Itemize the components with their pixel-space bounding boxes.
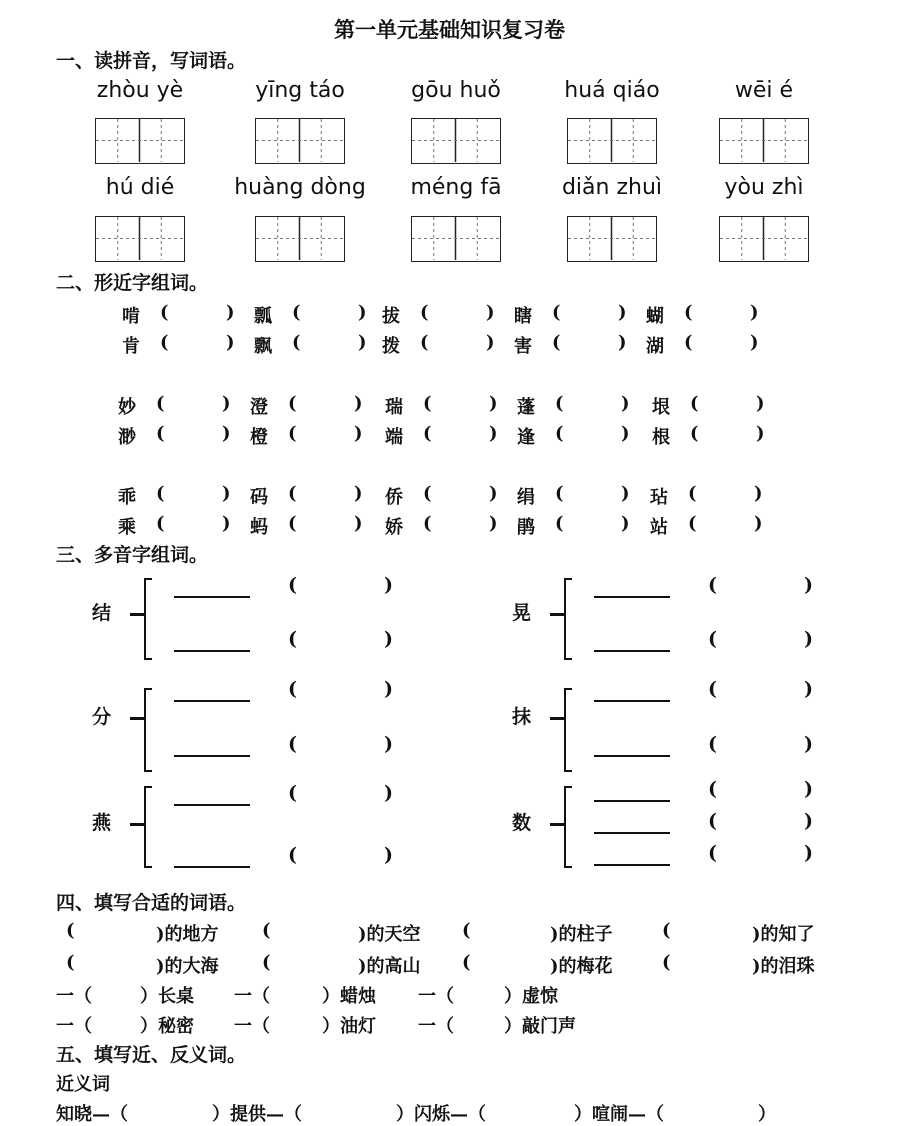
paren-open: (: [288, 844, 297, 866]
fill-text: 一（: [234, 986, 270, 1007]
paren-open: (: [555, 423, 564, 444]
paren-close: ): [384, 574, 393, 596]
pinyin-label: yòu zhì: [724, 175, 804, 200]
pinyin-label: wēi é: [734, 78, 794, 103]
page-title: 第一单元基础知识复习卷: [334, 17, 565, 42]
fill-text: 一（: [418, 1016, 454, 1037]
paren-close: ): [222, 513, 231, 534]
bracket: [564, 578, 572, 660]
synonym-text: ）喧闹—（: [574, 1104, 664, 1125]
bracket: [564, 786, 572, 868]
similar-char: 站: [650, 517, 668, 538]
writing-grid[interactable]: [567, 118, 657, 164]
paren-open: (: [160, 302, 169, 323]
similar-char: 瞎: [514, 306, 532, 327]
paren-open: (: [156, 393, 165, 414]
writing-grid[interactable]: [411, 118, 501, 164]
paren-open: (: [555, 483, 564, 504]
bracket-stem: [130, 717, 144, 720]
similar-char: 娇: [385, 517, 403, 538]
fill-text: (: [66, 920, 75, 941]
paren-close: ): [354, 423, 363, 444]
similar-char: 瑞: [385, 397, 403, 418]
bracket-stem: [550, 717, 564, 720]
pinyin-label: huá qiáo: [564, 78, 660, 103]
fill-text: (: [66, 952, 75, 973]
similar-char: 乘: [118, 517, 136, 538]
answer-line[interactable]: [174, 804, 250, 806]
paren-close: ): [486, 332, 495, 353]
fill-text: ）虚惊: [504, 986, 558, 1007]
paren-close: ): [621, 483, 630, 504]
paren-close: ): [384, 782, 393, 804]
polyphone-char: 数: [512, 812, 532, 834]
bracket-stem: [550, 823, 564, 826]
similar-char: 蚂: [250, 517, 268, 538]
paren-open: (: [156, 513, 165, 534]
paren-open: (: [423, 393, 432, 414]
paren-close: ): [754, 513, 763, 534]
similar-char: 啃: [122, 306, 140, 327]
section3-heading: 三、多音字组词。: [56, 544, 209, 566]
fill-text: 一（: [234, 1016, 270, 1037]
answer-line[interactable]: [174, 700, 250, 702]
paren-open: (: [288, 393, 297, 414]
paren-close: ): [222, 483, 231, 504]
paren-close: ): [384, 678, 393, 700]
paren-open: (: [708, 628, 717, 650]
paren-open: (: [708, 778, 717, 800]
answer-line[interactable]: [594, 800, 670, 802]
similar-char: 害: [514, 336, 532, 357]
synonym-text: 知晓—（: [56, 1104, 128, 1125]
similar-char: 根: [652, 427, 670, 448]
paren-close: ): [618, 302, 627, 323]
pinyin-label: huàng dòng: [234, 175, 366, 200]
bracket-stem: [550, 613, 564, 616]
paren-close: ): [489, 423, 498, 444]
paren-close: ): [804, 628, 813, 650]
paren-close: ): [754, 483, 763, 504]
fill-text: (: [662, 920, 671, 941]
fill-text: (: [462, 920, 471, 941]
synonym-text: ）闪烁—（: [396, 1104, 486, 1125]
paren-close: ): [621, 423, 630, 444]
paren-open: (: [684, 332, 693, 353]
paren-open: (: [684, 302, 693, 323]
paren-open: (: [423, 513, 432, 534]
paren-close: ): [486, 302, 495, 323]
synonym-label: 近义词: [56, 1074, 110, 1095]
paren-close: ): [804, 810, 813, 832]
similar-char: 侨: [385, 487, 403, 508]
similar-char: 橙: [250, 427, 268, 448]
paren-close: ): [489, 513, 498, 534]
similar-char: 湖: [646, 336, 664, 357]
similar-char: 蓬: [517, 397, 535, 418]
paren-close: ): [222, 423, 231, 444]
synonym-text: ）提供—（: [212, 1104, 302, 1125]
paren-open: (: [160, 332, 169, 353]
paren-open: (: [708, 810, 717, 832]
fill-text: )的柱子: [550, 924, 613, 945]
paren-close: ): [226, 332, 235, 353]
paren-open: (: [288, 423, 297, 444]
fill-text: ）油灯: [322, 1016, 376, 1037]
similar-char: 蝴: [646, 306, 664, 327]
pinyin-label: gōu huǒ: [411, 78, 501, 103]
fill-text: (: [462, 952, 471, 973]
paren-close: ): [621, 513, 630, 534]
answer-line[interactable]: [594, 650, 670, 652]
fill-text: )的天空: [358, 924, 421, 945]
similar-char: 澄: [250, 397, 268, 418]
pinyin-label: zhòu yè: [96, 78, 184, 103]
writing-grid[interactable]: [719, 118, 809, 164]
answer-line[interactable]: [174, 596, 250, 598]
writing-grid[interactable]: [719, 216, 809, 262]
polyphone-char: 结: [92, 602, 112, 624]
paren-open: (: [423, 483, 432, 504]
similar-char: 瓢: [254, 306, 272, 327]
similar-char: 渺: [118, 427, 136, 448]
bracket-stem: [130, 823, 144, 826]
paren-open: (: [288, 733, 297, 755]
similar-char: 绢: [517, 487, 535, 508]
paren-close: ): [354, 393, 363, 414]
section1-heading: 一、读拼音，写词语。: [56, 50, 247, 72]
section5-heading: 五、填写近、反义词。: [56, 1044, 247, 1066]
fill-text: ）秘密: [140, 1016, 194, 1037]
paren-open: (: [423, 423, 432, 444]
pinyin-label: diǎn zhuì: [561, 175, 663, 200]
writing-grid[interactable]: [95, 118, 185, 164]
paren-open: (: [420, 302, 429, 323]
paren-close: ): [618, 332, 627, 353]
fill-text: ）长桌: [140, 986, 194, 1007]
writing-grid[interactable]: [567, 216, 657, 262]
paren-open: (: [292, 332, 301, 353]
paren-open: (: [708, 733, 717, 755]
fill-text: 一（: [418, 986, 454, 1007]
fill-text: (: [262, 920, 271, 941]
answer-line[interactable]: [594, 832, 670, 834]
paren-open: (: [288, 628, 297, 650]
bracket-stem: [130, 613, 144, 616]
similar-char: 逢: [517, 427, 535, 448]
writing-grid[interactable]: [95, 216, 185, 262]
similar-char: 垠: [652, 397, 670, 418]
paren-open: (: [690, 393, 699, 414]
paren-close: ): [756, 423, 765, 444]
similar-char: 乖: [118, 487, 136, 508]
paren-close: ): [222, 393, 231, 414]
answer-line[interactable]: [594, 755, 670, 757]
bracket: [144, 578, 152, 660]
polyphone-char: 燕: [92, 812, 112, 834]
paren-open: (: [555, 513, 564, 534]
paren-close: ): [384, 844, 393, 866]
paren-open: (: [288, 483, 297, 504]
fill-text: ）敲门声: [504, 1016, 576, 1037]
similar-char: 拔: [382, 306, 400, 327]
fill-text: )的大海: [156, 956, 219, 977]
answer-line[interactable]: [594, 596, 670, 598]
polyphone-char: 抹: [512, 706, 532, 728]
similar-char: 端: [385, 427, 403, 448]
paren-open: (: [690, 423, 699, 444]
paren-close: ): [621, 393, 630, 414]
answer-line[interactable]: [174, 650, 250, 652]
paren-open: (: [552, 302, 561, 323]
similar-char: 肯: [122, 336, 140, 357]
similar-char: 妙: [118, 397, 136, 418]
fill-text: )的地方: [156, 924, 219, 945]
similar-char: 飘: [254, 336, 272, 357]
paren-open: (: [156, 483, 165, 504]
similar-char: 码: [250, 487, 268, 508]
writing-grid[interactable]: [411, 216, 501, 262]
paren-open: (: [688, 483, 697, 504]
paren-open: (: [708, 574, 717, 596]
fill-text: )的知了: [752, 924, 815, 945]
paren-close: ): [358, 332, 367, 353]
fill-text: 一（: [56, 1016, 92, 1037]
paren-close: ): [489, 483, 498, 504]
paren-close: ): [384, 733, 393, 755]
paren-close: ): [750, 332, 759, 353]
fill-text: (: [662, 952, 671, 973]
similar-char: 拨: [382, 336, 400, 357]
paren-open: (: [292, 302, 301, 323]
section2-heading: 二、形近字组词。: [56, 272, 209, 294]
paren-open: (: [288, 678, 297, 700]
paren-open: (: [420, 332, 429, 353]
paren-open: (: [156, 423, 165, 444]
fill-text: 一（: [56, 986, 92, 1007]
pinyin-label: yīng táo: [255, 78, 345, 103]
fill-text: )的梅花: [550, 956, 613, 977]
paren-open: (: [288, 513, 297, 534]
fill-text: ）蜡烛: [322, 986, 376, 1007]
answer-line[interactable]: [174, 755, 250, 757]
writing-grid[interactable]: [255, 118, 345, 164]
paren-open: (: [288, 782, 297, 804]
fill-text: )的泪珠: [752, 956, 815, 977]
paren-open: (: [552, 332, 561, 353]
paren-open: (: [288, 574, 297, 596]
paren-close: ): [354, 483, 363, 504]
answer-line[interactable]: [174, 866, 250, 868]
answer-line[interactable]: [594, 864, 670, 866]
paren-close: ): [384, 628, 393, 650]
paren-close: ): [804, 733, 813, 755]
pinyin-label: méng fā: [410, 175, 502, 200]
polyphone-char: 晃: [512, 602, 532, 624]
paren-open: (: [708, 678, 717, 700]
paren-close: ): [489, 393, 498, 414]
pinyin-label: hú dié: [105, 175, 175, 200]
paren-open: (: [688, 513, 697, 534]
bracket: [564, 688, 572, 772]
paren-open: (: [708, 842, 717, 864]
paren-open: (: [555, 393, 564, 414]
paren-close: ): [804, 574, 813, 596]
similar-char: 鹃: [517, 517, 535, 538]
writing-grid[interactable]: [255, 216, 345, 262]
similar-char: 玷: [650, 487, 668, 508]
paren-close: ): [804, 778, 813, 800]
paren-close: ): [358, 302, 367, 323]
paren-close: ): [354, 513, 363, 534]
section4-heading: 四、填写合适的词语。: [56, 892, 247, 914]
paren-close: ): [804, 842, 813, 864]
bracket: [144, 688, 152, 772]
paren-close: ): [756, 393, 765, 414]
polyphone-char: 分: [92, 706, 112, 728]
fill-text: )的高山: [358, 956, 421, 977]
fill-text: (: [262, 952, 271, 973]
answer-line[interactable]: [594, 700, 670, 702]
paren-close: ): [750, 302, 759, 323]
paren-close: ): [226, 302, 235, 323]
paren-close: ): [804, 678, 813, 700]
synonym-text: ）: [758, 1104, 776, 1125]
bracket: [144, 786, 152, 868]
